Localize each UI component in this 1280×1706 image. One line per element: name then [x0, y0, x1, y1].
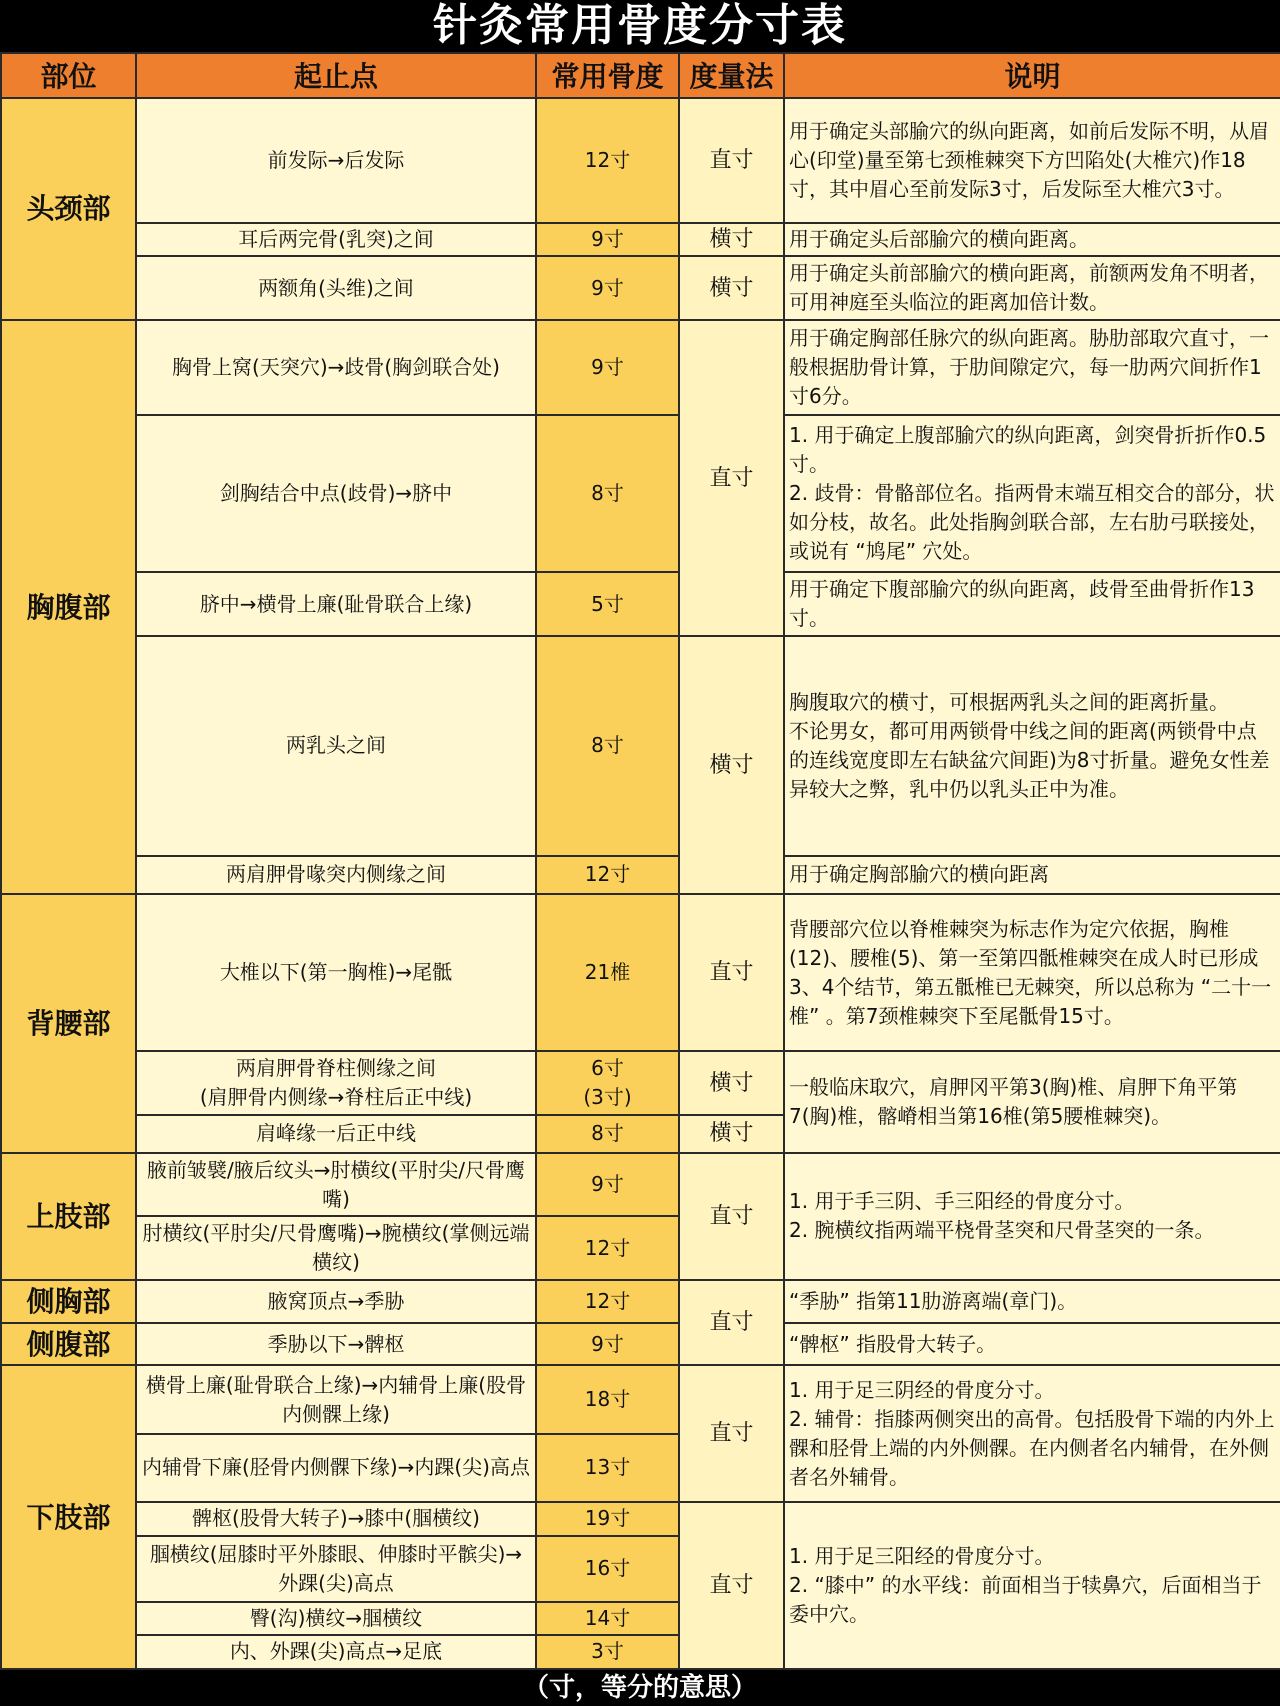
desc-line: 2. 歧骨：骨骼部位名。指两骨末端互相交合的部分，状如分枝，故名。此处指胸剑联合部，左右肋弓联接处，或说有 “鸠尾” 穴处。	[789, 481, 1275, 564]
desc-line: 1. 用于确定上腹部腧穴的纵向距离，剑突骨折折作0.5寸。	[789, 423, 1267, 477]
row-value: 19寸	[536, 1502, 679, 1536]
points-line: (肩胛骨内侧缘→脊柱后正中线)	[199, 1085, 473, 1110]
row-points: 两乳头之间	[136, 636, 536, 855]
table-row	[1, 1365, 1280, 1433]
row-desc: 用于确定头前部腧穴的横向距离，前额两发角不明者，可用神庭至头临泣的距离加倍计数。	[784, 256, 1280, 320]
row-value: 16寸	[536, 1536, 679, 1602]
table-row	[1, 856, 1280, 894]
region-back: 背腰部	[1, 894, 136, 1153]
table-row	[1, 572, 1280, 636]
desc-line: 2. 腕横纹指两端平桡骨茎突和尺骨茎突的一条。	[789, 1218, 1215, 1243]
region-side-abdomen: 侧腹部	[1, 1323, 136, 1366]
row-method: 直寸	[679, 320, 784, 636]
row-desc: 用于确定胸部任脉穴的纵向距离。胁肋部取穴直寸，一般根据肋骨计算，于肋间隙定穴，每一肋两穴间折作1寸6分。	[784, 320, 1280, 415]
row-points: 横骨上廉(耻骨联合上缘)→内辅骨上廉(股骨内侧髁上缘)	[136, 1365, 536, 1433]
desc-line: 1. 用于足三阳经的骨度分寸。	[789, 1543, 1055, 1568]
row-desc: 用于确定下腹部腧穴的纵向距离，歧骨至曲骨折作13寸。	[784, 572, 1280, 636]
row-value: 13寸	[536, 1434, 679, 1502]
header-desc: 说明	[784, 53, 1280, 98]
header-region: 部位	[1, 53, 136, 98]
row-points: 腋窝顶点→季胁	[136, 1280, 536, 1323]
row-method: 直寸	[679, 98, 784, 224]
row-method: 直寸	[679, 1153, 784, 1281]
row-points: 两额角(头维)之间	[136, 256, 536, 320]
row-desc: 背腰部穴位以脊椎棘突为标志作为定穴依据，胸椎(12)、腰椎(5)、第一至第四骶椎棘突在成人时已形成3、4个结节，第五骶椎已无棘突，所以总称为 “二十一椎” 。第7颈椎棘突下至尾骶骨15寸。	[784, 894, 1280, 1052]
table-row	[1, 1153, 1280, 1217]
row-desc: 一般临床取穴，肩胛冈平第3(胸)椎、肩胛下角平第7(胸)椎，髂嵴相当第16椎(第5腰椎棘突)。	[784, 1051, 1280, 1152]
row-desc: 用于确定胸部腧穴的横向距离	[784, 856, 1280, 894]
table-row	[1, 894, 1280, 1052]
row-method: 直寸	[679, 894, 784, 1052]
row-value: 5寸	[536, 572, 679, 636]
table-row	[1, 1280, 1280, 1323]
desc-line: 胸腹取穴的横寸，可根据两乳头之间的距离折量。	[789, 689, 1229, 714]
row-points: 肩峰缘一后正中线	[136, 1115, 536, 1152]
row-method: 横寸	[679, 223, 784, 256]
row-value: 9寸	[536, 223, 679, 256]
desc-line: 1. 用于足三阴经的骨度分寸。	[789, 1377, 1055, 1402]
row-points: 前发际→后发际	[136, 98, 536, 224]
header-value: 常用骨度	[536, 53, 679, 98]
row-value: 9寸	[536, 256, 679, 320]
row-points: 剑胸结合中点(歧骨)→脐中	[136, 415, 536, 573]
row-desc: 用于确定头部腧穴的纵向距离，如前后发际不明，从眉心(印堂)量至第七颈椎棘突下方凹陷处(大椎穴)作18寸，其中眉心至前发际3寸，后发际至大椎穴3寸。	[784, 98, 1280, 224]
row-points: 肘横纹(平肘尖/尺骨鹰嘴)→腕横纹(掌侧远端横纹)	[136, 1216, 536, 1280]
row-value: 12寸	[536, 856, 679, 894]
row-desc: 用于确定头后部腧穴的横向距离。	[784, 223, 1280, 256]
table-header-row	[1, 53, 1280, 98]
row-value: 12寸	[536, 98, 679, 224]
row-method: 直寸	[679, 1365, 784, 1501]
row-points: 季胁以下→髀枢	[136, 1323, 536, 1366]
bone-measure-table	[0, 52, 1280, 1670]
header-method: 度量法	[679, 53, 784, 98]
row-points: 髀枢(股骨大转子)→膝中(腘横纹)	[136, 1502, 536, 1536]
row-desc	[784, 1153, 1280, 1281]
region-side-chest: 侧胸部	[1, 1280, 136, 1323]
header-points: 起止点	[136, 53, 536, 98]
row-points: 腋前皱襞/腋后纹头→肘横纹(平肘尖/尺骨鹰嘴)	[136, 1153, 536, 1217]
region-head: 头颈部	[1, 98, 136, 320]
row-value: 12寸	[536, 1216, 679, 1280]
region-lower: 下肢部	[1, 1365, 136, 1669]
row-points: 两肩胛骨喙突内侧缘之间	[136, 856, 536, 894]
table-row	[1, 223, 1280, 256]
row-value: 12寸	[536, 1280, 679, 1323]
desc-line: 2. “膝中” 的水平线：前面相当于犊鼻穴，后面相当于委中穴。	[789, 1572, 1262, 1626]
row-method: 横寸	[679, 1051, 784, 1115]
row-points: 脐中→横骨上廉(耻骨联合上缘)	[136, 572, 536, 636]
row-points: 内辅骨下廉(胫骨内侧髁下缘)→内踝(尖)高点	[136, 1434, 536, 1502]
row-method: 横寸	[679, 1115, 784, 1152]
row-value	[536, 1051, 679, 1115]
row-desc	[784, 1365, 1280, 1501]
table-row	[1, 256, 1280, 320]
row-method: 横寸	[679, 256, 784, 320]
desc-line: 2. 辅骨：指膝两侧突出的高骨。包括股骨下端的内外上髁和胫骨上端的内外侧髁。在内侧者名内辅骨，在外侧者名外辅骨。	[789, 1406, 1275, 1489]
row-value: 18寸	[536, 1365, 679, 1433]
row-points	[136, 1051, 536, 1115]
row-desc: “季胁” 指第11肋游离端(章门)。	[784, 1280, 1280, 1323]
region-chest: 胸腹部	[1, 320, 136, 894]
row-method: 横寸	[679, 636, 784, 894]
table-row	[1, 98, 1280, 224]
desc-line: 1. 用于手三阴、手三阳经的骨度分寸。	[789, 1189, 1135, 1214]
row-value: 8寸	[536, 1115, 679, 1152]
footer-note: （寸，等分的意思）	[0, 1670, 1280, 1706]
row-value: 9寸	[536, 320, 679, 415]
row-points: 大椎以下(第一胸椎)→尾骶	[136, 894, 536, 1052]
row-value: 14寸	[536, 1602, 679, 1635]
table-row	[1, 320, 1280, 415]
table-row	[1, 1323, 1280, 1366]
row-points: 腘横纹(屈膝时平外膝眼、伸膝时平髌尖)→外踝(尖)高点	[136, 1536, 536, 1602]
row-method: 直寸	[679, 1502, 784, 1669]
table-row	[1, 415, 1280, 573]
table-row	[1, 1502, 1280, 1536]
row-points: 耳后两完骨(乳突)之间	[136, 223, 536, 256]
region-upper: 上肢部	[1, 1153, 136, 1281]
row-points: 胸骨上窝(天突穴)→歧骨(胸剑联合处)	[136, 320, 536, 415]
row-value: 9寸	[536, 1323, 679, 1366]
value-line: 6寸	[591, 1056, 624, 1081]
row-desc	[784, 636, 1280, 855]
row-points: 内、外踝(尖)高点→足底	[136, 1635, 536, 1669]
row-value: 8寸	[536, 415, 679, 573]
row-points: 臀(沟)横纹→腘横纹	[136, 1602, 536, 1635]
row-value: 21椎	[536, 894, 679, 1052]
row-desc	[784, 1502, 1280, 1669]
page-title: 针灸常用骨度分寸表	[0, 0, 1280, 52]
row-method: 直寸	[679, 1280, 784, 1365]
row-desc	[784, 415, 1280, 573]
desc-line: 不论男女，都可用两锁骨中线之间的距离(两锁骨中点的连线宽度即左右缺盆穴间距)为8寸折量。避免女性差异较大之弊，乳中仍以乳头正中为准。	[789, 718, 1270, 801]
value-line: (3寸)	[583, 1085, 632, 1110]
points-line: 两肩胛骨脊柱侧缘之间	[236, 1056, 436, 1081]
table-row	[1, 1051, 1280, 1115]
row-value: 8寸	[536, 636, 679, 855]
row-desc: “髀枢” 指股骨大转子。	[784, 1323, 1280, 1366]
row-value: 9寸	[536, 1153, 679, 1217]
row-value: 3寸	[536, 1635, 679, 1669]
table-row	[1, 636, 1280, 855]
